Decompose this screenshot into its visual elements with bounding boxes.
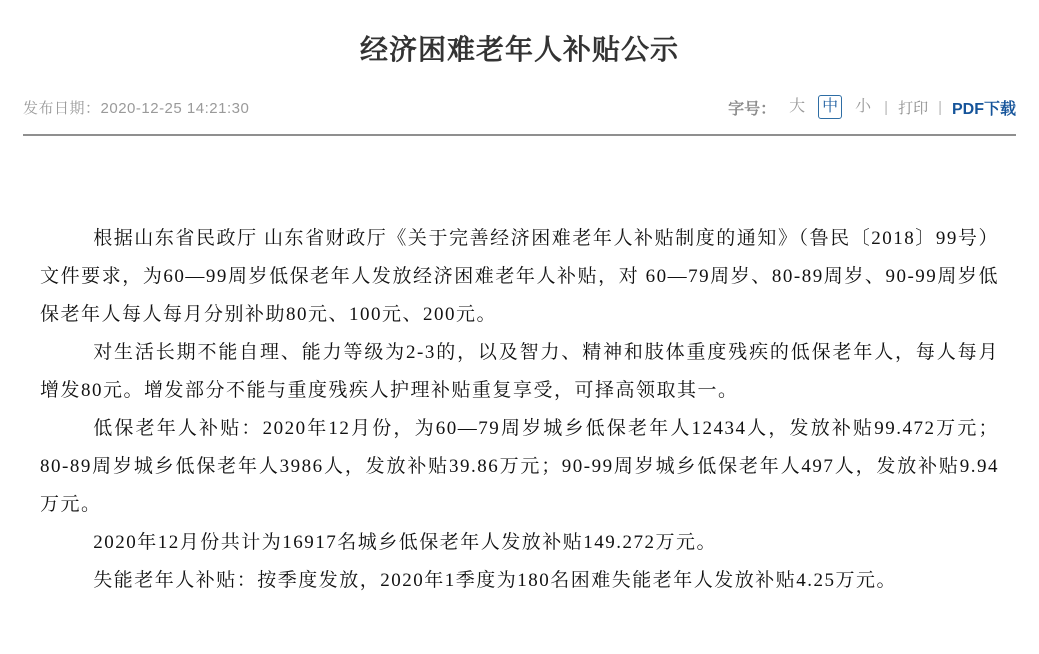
publish-date-label: 发布日期： (23, 99, 101, 117)
meta-row (23, 95, 1016, 119)
toolbar (728, 95, 1016, 119)
page-title: 经济困难老年人补贴公示 (359, 34, 679, 65)
article-content (0, 136, 1039, 600)
paragraph-1: 根据山东省民政厅 山东省财政厅《关于完善经济困难老年人补贴制度的通知》（鲁民〔2018〕99号）文件要求，为60—99周岁低保老年人发放经济困难老年人补贴，对 60—79周岁、80-89周岁、90-99周岁低保老年人每人每月分别补助80元、100元、200元。 (40, 228, 999, 325)
paragraph-3: 低保老年人补贴：2020年12月份，为60—79周岁城乡低保老年人12434人，发放补贴99.472万元；80-89周岁城乡低保老年人3986人，发放补贴39.86万元；90-99周岁城乡低保老年人497人，发放补贴9.94万元。 (40, 418, 999, 515)
pdf-download-button[interactable]: PDF下载 (951, 100, 1016, 118)
paragraph-2: 对生活长期不能自理、能力等级为2-3的，以及智力、精神和肢体重度残疾的低保老年人，每人每月增发80元。增发部分不能与重度残疾人护理补贴重复享受，可择高领取其一。 (40, 342, 999, 401)
paragraph-4: 2020年12月份共计为16917名城乡低保老年人发放补贴149.272万元。 (93, 532, 717, 553)
publish-date (23, 97, 249, 118)
font-size-medium-button[interactable]: 中 (818, 95, 842, 119)
print-button[interactable]: 打印 (898, 99, 929, 117)
font-size-large-button[interactable]: 大 (789, 98, 806, 115)
toolbar-separator: | (938, 98, 942, 116)
font-size-label: 字号： (728, 100, 777, 118)
font-size-small-button[interactable]: 小 (855, 98, 872, 115)
toolbar-separator: | (884, 98, 889, 116)
publish-date-value: 2020-12-25 14:21:30 (100, 99, 250, 117)
paragraph-5: 失能老年人补贴：按季度发放，2020年1季度为180名困难失能老年人发放补贴4.25万元。 (93, 570, 897, 591)
